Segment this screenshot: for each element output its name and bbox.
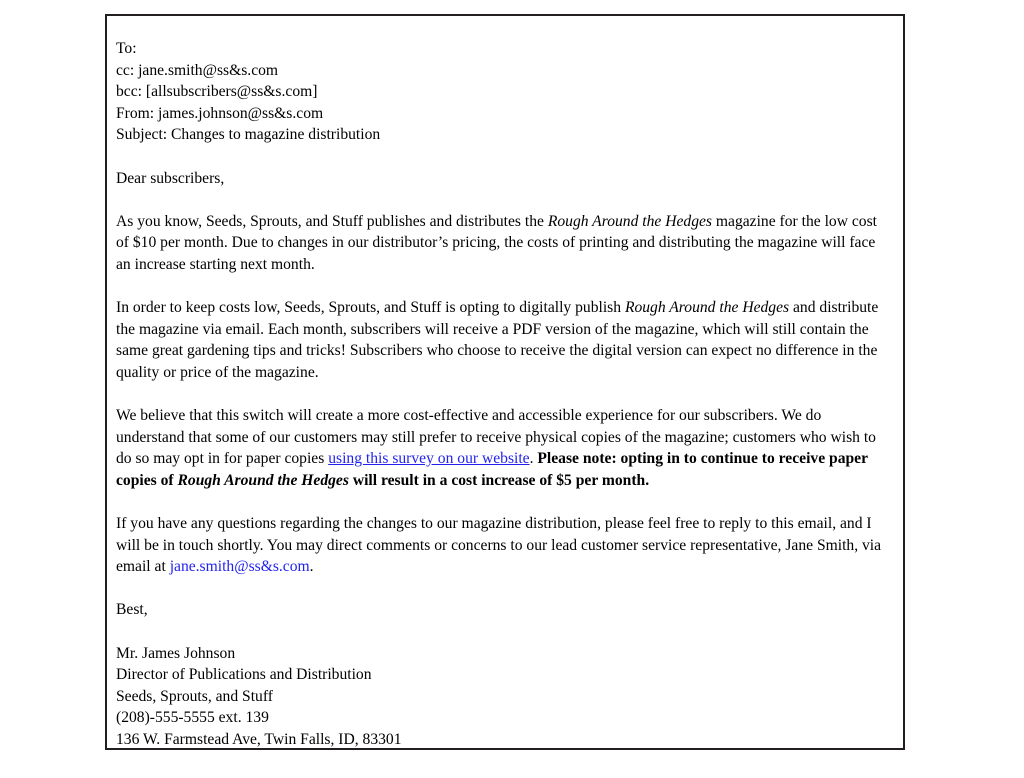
spacer (116, 146, 889, 168)
paragraph-2-text-before: In order to keep costs low, Seeds, Sprouts, and Stuff is opting to digitally publish (116, 299, 625, 317)
paragraph-1-text-before: As you know, Seeds, Sprouts, and Stuff publishes and distributes the (116, 212, 548, 230)
email-paragraph-2 (116, 297, 889, 383)
magazine-title-bold-italic: Rough Around the Hedges (177, 471, 349, 489)
email-to-line: To: (116, 40, 137, 57)
email-paragraph-4 (116, 513, 889, 578)
spacer (116, 621, 889, 643)
email-content (107, 16, 903, 751)
contact-email-link[interactable]: jane.smith@ss&s.com (169, 558, 310, 576)
signature-company: Seeds, Sprouts, and Stuff (116, 687, 273, 705)
email-salutation: Dear subscribers, (116, 169, 225, 187)
paragraph-4-text-before: If you have any questions regarding the changes to our magazine distribution, please feel free to reply to this email, and I will be in touch shortly. You may direct comments or concerns to our lead customer service representative, Jane Smith, via email at (116, 515, 882, 576)
paragraph-4-text-after: . (309, 558, 314, 576)
spacer (116, 578, 889, 600)
signature-name: Mr. James Johnson (116, 644, 236, 662)
magazine-title-italic: Rough Around the Hedges (547, 212, 712, 230)
magazine-title-italic: Rough Around the Hedges (624, 299, 790, 317)
signature-phone: (208)-555-5555 ext. 139 (116, 709, 269, 727)
email-closing: Best, (116, 601, 148, 619)
spacer (116, 491, 889, 513)
paragraph-1-text-after: magazine for the low cost of $10 per month. Due to changes in our distributor’s pricing, the costs of printing and distributing the magazine will face an increase starting next month. (116, 212, 877, 273)
survey-link[interactable]: using this survey on our website (328, 450, 530, 468)
email-subject-line: Subject: Changes to magazine distribution (116, 126, 381, 144)
email-header-block (116, 38, 889, 146)
paragraph-3-text-before: We believe that this switch will create a more cost-effective and accessible experience for our subscribers. We do understand that some of our customers may still prefer to receive physical copies of the magazine; customers who wish to do so may opt in for paper copies (116, 407, 876, 468)
spacer (116, 189, 889, 211)
cost-increase-bold-text: will result in a cost increase of $5 per month. (348, 471, 650, 489)
email-bcc-line: bcc: [allsubscribers@ss&s.com] (116, 83, 318, 101)
please-note-bold-text: Please note: opting in to continue to receive paper copies of (116, 450, 868, 489)
email-paragraph-1 (116, 211, 889, 276)
email-from-line: From: james.johnson@ss&s.com (116, 104, 324, 122)
spacer (116, 384, 889, 406)
email-signature-block (116, 643, 889, 751)
email-paragraph-3 (116, 405, 889, 491)
signature-address: 136 W. Farmstead Ave, Twin Falls, ID, 83301 (116, 731, 402, 748)
paragraph-3-text-middle: . (529, 450, 538, 468)
email-document-frame (105, 14, 905, 750)
email-cc-line: cc: jane.smith@ss&s.com (116, 61, 279, 79)
signature-title: Director of Publications and Distribution (116, 666, 372, 684)
paragraph-2-text-after: and distribute the magazine via email. Each month, subscribers will receive a PDF version of the magazine, which will still contain the same great gardening tips and tricks! Subscribers who choose to receive the digital version can expect no difference in the quality or price of the magazine. (116, 299, 879, 381)
spacer (116, 276, 889, 298)
